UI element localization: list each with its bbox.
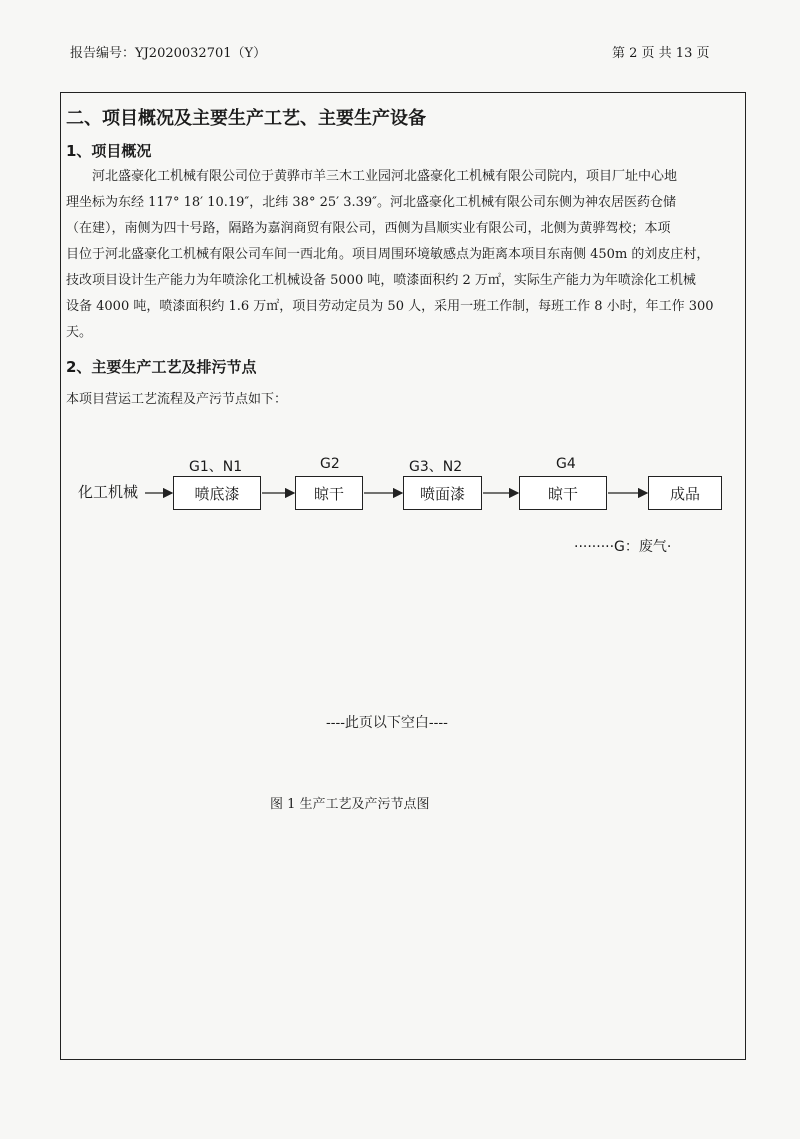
paragraph-line: 河北盛豪化工机械有限公司位于黄骅市羊三木工业园河北盛豪化工机械有限公司院内，项目厂址中心地: [92, 169, 678, 184]
report-number: 报告编号：YJ2020032701（Y）: [70, 46, 267, 61]
step-dry-1: 晾干: [295, 476, 363, 510]
figure-caption: 图 1 生产工艺及产污节点图: [270, 797, 430, 812]
flow-input-label: 化工机械: [78, 483, 139, 501]
step-spray-topcoat: 喷面漆: [403, 476, 482, 510]
step-spray-primer: 喷底漆: [173, 476, 261, 510]
section-title: 二、项目概况及主要生产工艺、主要生产设备: [66, 108, 426, 129]
subsection-title-process: 2、主要生产工艺及排污节点: [66, 358, 257, 376]
paragraph-line: 目位于河北盛豪化工机械有限公司车间一西北角。项目周围环境敏感点为距离本项目东南侧 450m 的刘皮庄村，: [66, 247, 710, 262]
flow-legend: ·········G：废气·: [574, 539, 672, 555]
paragraph-line: 设备 4000 吨，喷漆面积约 1.6 万㎡，项目劳动定员为 50 人，采用一班工作制，每班工作 8 小时，年工作 300: [66, 299, 714, 314]
pollution-label-3: G3、N2: [409, 459, 463, 475]
paragraph-line: （在建），南侧为四十号路，隔路为嘉润商贸有限公司，西侧为昌顺实业有限公司，北侧为黄骅驾校；本项: [66, 221, 671, 236]
subsection-title-overview: 1、项目概况: [66, 142, 152, 160]
pollution-label-4: G4: [556, 456, 576, 472]
pollution-label-1: G1、N1: [189, 459, 243, 475]
page-number: 第 2 页 共 13 页: [612, 46, 710, 61]
step-finished-product: 成品: [648, 476, 722, 510]
process-intro: 本项目营运工艺流程及产污节点如下：: [66, 392, 288, 407]
paragraph-line: 理坐标为东经 117° 18′ 10.19″，北纬 38° 25′ 3.39″。河北盛豪化工机械有限公司东侧为神农居医药仓储: [66, 195, 677, 210]
step-dry-2: 晾干: [519, 476, 607, 510]
paragraph-line: 天。: [66, 325, 93, 340]
paragraph-line: 技改项目设计生产能力为年喷涂化工机械设备 5000 吨，喷漆面积约 2 万㎡，实际生产能力为年喷涂化工机械: [66, 273, 696, 288]
pollution-label-2: G2: [320, 456, 340, 472]
blank-page-note: ----此页以下空白----: [326, 715, 448, 731]
